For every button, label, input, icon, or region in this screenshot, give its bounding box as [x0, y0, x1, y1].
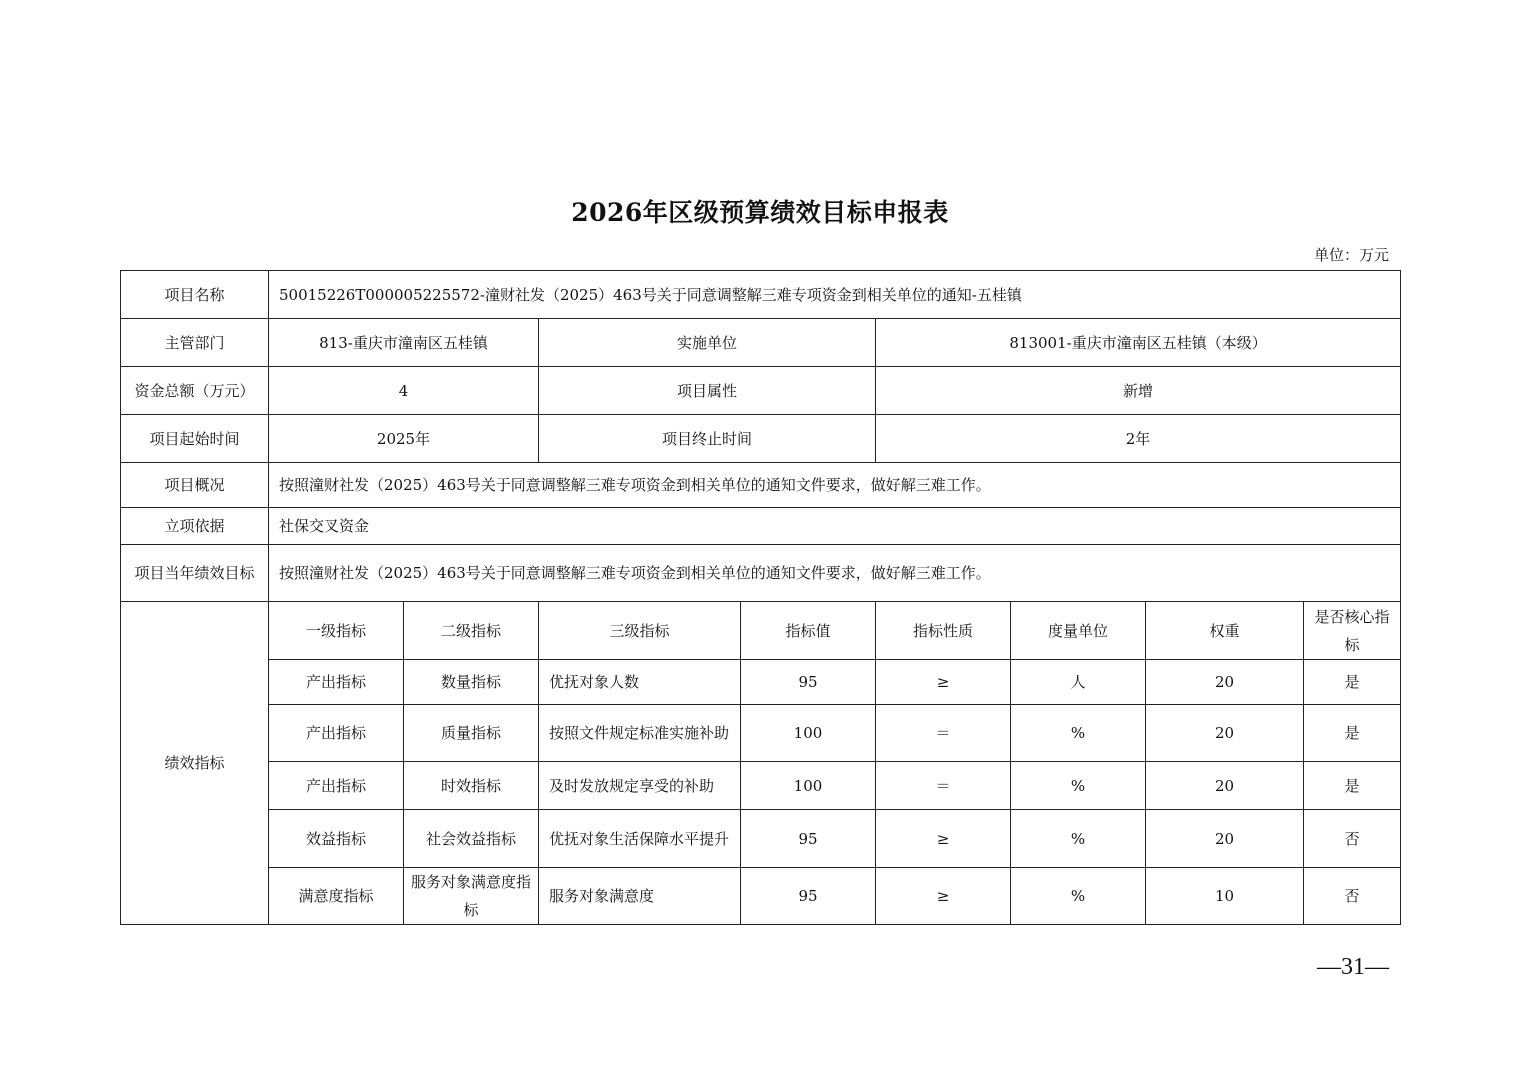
value-total-fund: 4 — [269, 367, 539, 415]
indicator-weight: 20 — [1146, 810, 1304, 868]
indicator-level2: 时效指标 — [404, 762, 539, 810]
page-title: 2026年区级预算绩效目标申报表 — [571, 198, 949, 227]
indicator-level3: 优抚对象人数 — [539, 660, 741, 705]
indicator-weight: 20 — [1146, 705, 1304, 762]
value-project-name: 50015226T000005225572-潼财社发（2025）463号关于同意调整解三难专项资金到相关单位的通知-五桂镇 — [269, 271, 1401, 319]
label-project-name: 项目名称 — [121, 271, 269, 319]
label-start-time: 项目起始时间 — [121, 415, 269, 463]
indicator-weight: 20 — [1146, 660, 1304, 705]
header-level2: 二级指标 — [404, 602, 539, 660]
label-basis: 立项依据 — [121, 508, 269, 545]
value-goal: 按照潼财社发（2025）463号关于同意调整解三难专项资金到相关单位的通知文件要求，做好解三难工作。 — [269, 545, 1401, 602]
indicator-level1: 产出指标 — [269, 705, 404, 762]
indicator-level1: 产出指标 — [269, 762, 404, 810]
indicator-value: 95 — [741, 660, 876, 705]
value-basis: 社保交叉资金 — [269, 508, 1401, 545]
header-level3: 三级指标 — [539, 602, 741, 660]
indicator-level3: 按照文件规定标准实施补助 — [539, 705, 741, 762]
header-unit: 度量单位 — [1011, 602, 1146, 660]
indicator-level2: 服务对象满意度指标 — [404, 868, 539, 925]
label-goal: 项目当年绩效目标 — [121, 545, 269, 602]
indicator-unit: % — [1011, 810, 1146, 868]
row-dept — [121, 319, 1401, 367]
indicator-level1: 产出指标 — [269, 660, 404, 705]
indicator-nature: ≥ — [876, 660, 1011, 705]
indicator-core: 是 — [1304, 705, 1401, 762]
indicator-core: 是 — [1304, 762, 1401, 810]
indicator-nature: ≥ — [876, 868, 1011, 925]
indicator-header-row — [121, 602, 1401, 660]
indicator-nature: ＝ — [876, 705, 1011, 762]
indicator-level2: 社会效益指标 — [404, 810, 539, 868]
indicator-value: 95 — [741, 868, 876, 925]
label-overview: 项目概况 — [121, 463, 269, 508]
indicator-row — [121, 762, 1401, 810]
indicator-row — [121, 810, 1401, 868]
indicator-core: 否 — [1304, 868, 1401, 925]
indicator-unit: % — [1011, 705, 1146, 762]
header-value: 指标值 — [741, 602, 876, 660]
indicator-level1: 满意度指标 — [269, 868, 404, 925]
value-dept: 813-重庆市潼南区五桂镇 — [269, 319, 539, 367]
label-end-time: 项目终止时间 — [539, 415, 876, 463]
indicator-core: 否 — [1304, 810, 1401, 868]
label-impl-unit: 实施单位 — [539, 319, 876, 367]
indicator-level2: 数量指标 — [404, 660, 539, 705]
header-nature: 指标性质 — [876, 602, 1011, 660]
value-end-time: 2年 — [876, 415, 1401, 463]
label-total-fund: 资金总额（万元） — [121, 367, 269, 415]
value-attr: 新增 — [876, 367, 1401, 415]
indicator-level3: 服务对象满意度 — [539, 868, 741, 925]
label-attr: 项目属性 — [539, 367, 876, 415]
indicator-level3: 优抚对象生活保障水平提升 — [539, 810, 741, 868]
value-start-time: 2025年 — [269, 415, 539, 463]
budget-form-table — [120, 270, 1401, 925]
row-goal — [121, 545, 1401, 602]
unit-label: 单位：万元 — [1313, 246, 1389, 264]
indicator-level2: 质量指标 — [404, 705, 539, 762]
indicator-level3: 及时发放规定享受的补助 — [539, 762, 741, 810]
header-weight: 权重 — [1146, 602, 1304, 660]
header-core: 是否核心指标 — [1304, 602, 1401, 660]
indicator-unit: % — [1011, 762, 1146, 810]
indicator-nature: ＝ — [876, 762, 1011, 810]
page-number: —31— — [1317, 954, 1389, 980]
indicator-unit: 人 — [1011, 660, 1146, 705]
indicator-nature: ≥ — [876, 810, 1011, 868]
indicator-value: 95 — [741, 810, 876, 868]
indicator-core: 是 — [1304, 660, 1401, 705]
row-project-name — [121, 271, 1401, 319]
header-level1: 一级指标 — [269, 602, 404, 660]
label-indicators: 绩效指标 — [121, 602, 269, 925]
row-time — [121, 415, 1401, 463]
row-basis — [121, 508, 1401, 545]
indicator-weight: 20 — [1146, 762, 1304, 810]
indicator-value: 100 — [741, 762, 876, 810]
indicator-level1: 效益指标 — [269, 810, 404, 868]
value-overview: 按照潼财社发（2025）463号关于同意调整解三难专项资金到相关单位的通知文件要求，做好解三难工作。 — [269, 463, 1401, 508]
indicator-weight: 10 — [1146, 868, 1304, 925]
value-impl-unit: 813001-重庆市潼南区五桂镇（本级） — [876, 319, 1401, 367]
indicator-row — [121, 868, 1401, 925]
indicator-unit: % — [1011, 868, 1146, 925]
row-fund — [121, 367, 1401, 415]
row-overview — [121, 463, 1401, 508]
indicator-value: 100 — [741, 705, 876, 762]
indicator-row — [121, 660, 1401, 705]
label-dept: 主管部门 — [121, 319, 269, 367]
indicator-row — [121, 705, 1401, 762]
